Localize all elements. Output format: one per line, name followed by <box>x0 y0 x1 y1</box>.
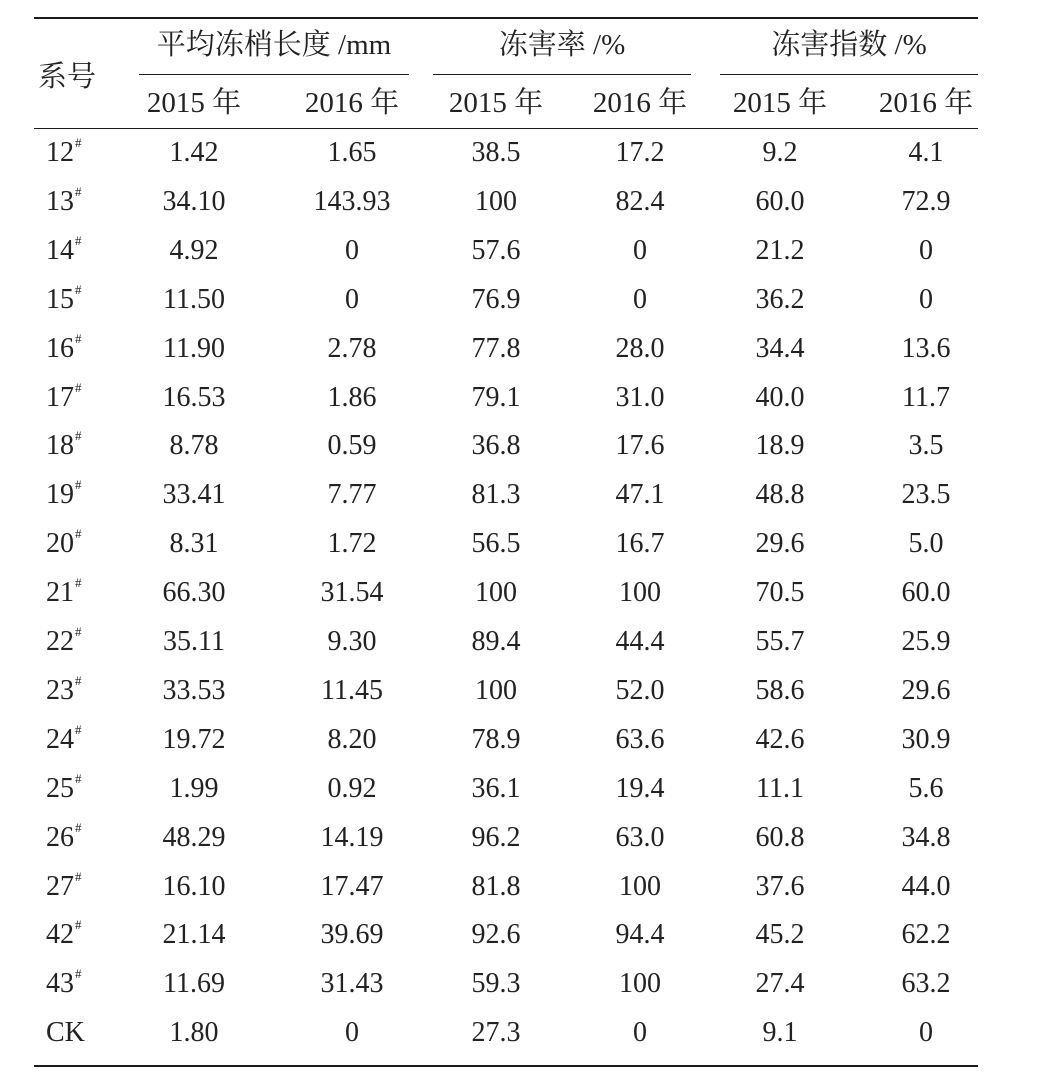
table-cell: 0 <box>633 235 647 266</box>
table-cell: 48.8 <box>755 479 805 510</box>
table-cell: 28.0 <box>615 333 665 364</box>
table-cell: 96.2 <box>471 822 521 853</box>
row-id <box>46 524 126 564</box>
row-id <box>46 280 126 320</box>
row-id-text: 25 <box>46 773 74 804</box>
group-header-length: 平均冻梢长度 /mm <box>156 29 392 61</box>
row-id <box>46 769 126 809</box>
row-id-mark: # <box>75 820 82 835</box>
table-cell: 44.4 <box>615 626 665 657</box>
table-cell: 0 <box>919 235 933 266</box>
table-cell: 0.92 <box>327 773 377 804</box>
table-cell: 13.6 <box>901 333 951 364</box>
table-cell: 21.14 <box>162 919 226 950</box>
table-cell: 11.69 <box>163 968 225 999</box>
row-id <box>46 329 126 369</box>
table-cell: 29.6 <box>755 528 805 559</box>
table-cell: 143.93 <box>313 186 391 217</box>
table-cell: 100 <box>619 968 661 999</box>
row-id-mark: # <box>75 575 82 590</box>
table-cell: 35.11 <box>163 626 225 657</box>
row-id-mark: # <box>75 771 82 786</box>
table-cell: 100 <box>619 577 661 608</box>
row-id-text: 14 <box>46 235 74 266</box>
row-header: 系号 <box>38 61 97 93</box>
table-cell: 89.4 <box>471 626 521 657</box>
table-cell: 29.6 <box>901 675 951 706</box>
row-id <box>46 1013 126 1053</box>
row-id <box>46 915 126 955</box>
table-cell: 17.6 <box>615 430 665 461</box>
table-cell: 17.2 <box>615 137 665 168</box>
table-cell: 81.3 <box>471 479 521 510</box>
row-id-mark: # <box>75 135 82 150</box>
table-cell: 0 <box>633 1017 647 1048</box>
table-cell: 82.4 <box>615 186 665 217</box>
table-cell: 78.9 <box>471 724 521 755</box>
table-cell: 55.7 <box>755 626 805 657</box>
table-cell: 77.8 <box>471 333 521 364</box>
table-cell: 21.2 <box>755 235 805 266</box>
table-cell: 34.8 <box>901 822 951 853</box>
row-id-text: 42 <box>46 919 74 950</box>
row-id <box>46 622 126 662</box>
table-cell: 58.6 <box>755 675 805 706</box>
table-cell: 19.4 <box>615 773 665 804</box>
table-cell: 48.29 <box>162 822 226 853</box>
row-id <box>46 231 126 271</box>
table-cell: 7.77 <box>327 479 377 510</box>
table-cell: 14.19 <box>320 822 384 853</box>
row-id-text: 43 <box>46 968 74 999</box>
table-cell: 1.42 <box>169 137 219 168</box>
table-cell: 0 <box>919 1017 933 1048</box>
table-cell: 11.50 <box>163 284 225 315</box>
table-cell: 3.5 <box>908 430 944 461</box>
table-cell: 94.4 <box>615 919 665 950</box>
row-id-mark: # <box>75 673 82 688</box>
table-cell: 11.45 <box>321 675 383 706</box>
table-cell: 36.8 <box>471 430 521 461</box>
table-cell: 100 <box>619 871 661 902</box>
year-header: 2015 年 <box>146 87 242 119</box>
year-header: 2016 年 <box>304 87 400 119</box>
row-id-mark: # <box>75 428 82 443</box>
table-cell: 57.6 <box>471 235 521 266</box>
table-cell: 70.5 <box>755 577 805 608</box>
table-cell: 5.0 <box>908 528 944 559</box>
table-cell: 9.30 <box>327 626 377 657</box>
row-id-text: 16 <box>46 333 74 364</box>
table-cell: 34.10 <box>162 186 226 217</box>
table-cell: 17.47 <box>320 871 384 902</box>
row-id-text: 21 <box>46 577 74 608</box>
table-cell: 81.8 <box>471 871 521 902</box>
row-id <box>46 867 126 907</box>
table-cell: 31.43 <box>320 968 384 999</box>
table-cell: 60.0 <box>901 577 951 608</box>
table-cell: 62.2 <box>901 919 951 950</box>
table-cell: 39.69 <box>320 919 384 950</box>
table-cell: 1.86 <box>327 382 377 413</box>
table-cell: 45.2 <box>755 919 805 950</box>
table-cell: 1.99 <box>169 773 219 804</box>
row-id-mark: # <box>75 477 82 492</box>
table-cell: 100 <box>475 186 517 217</box>
year-header: 2016 年 <box>878 87 974 119</box>
table-cell: 36.1 <box>471 773 521 804</box>
table-cell: 8.78 <box>169 430 219 461</box>
table-cell: 0 <box>345 1017 359 1048</box>
table-cell: 2.78 <box>327 333 377 364</box>
table-cell: 4.92 <box>169 235 219 266</box>
row-id-mark: # <box>75 722 82 737</box>
row-id-text: 22 <box>46 626 74 657</box>
table-cell: 1.72 <box>327 528 377 559</box>
table-cell: 9.1 <box>762 1017 798 1048</box>
row-id-text: 26 <box>46 822 74 853</box>
table-cell: 36.2 <box>755 284 805 315</box>
table-cell: 52.0 <box>615 675 665 706</box>
table-cell: 0 <box>633 284 647 315</box>
table-cell: 0 <box>919 284 933 315</box>
table-cell: 9.2 <box>762 137 798 168</box>
table-cell: 18.9 <box>755 430 805 461</box>
group-rule-length <box>139 74 409 75</box>
table-cell: 100 <box>475 675 517 706</box>
table-cell: 34.4 <box>755 333 805 364</box>
row-id-mark: # <box>75 917 82 932</box>
row-id-text: 23 <box>46 675 74 706</box>
row-id-text: 27 <box>46 871 74 902</box>
table-cell: 16.7 <box>615 528 665 559</box>
row-id-mark: # <box>75 526 82 541</box>
table-cell: 72.9 <box>901 186 951 217</box>
group-header-index: 冻害指数 /% <box>771 29 927 61</box>
row-id-text: 20 <box>46 528 74 559</box>
group-rule-index <box>720 74 978 75</box>
table-cell: 25.9 <box>901 626 951 657</box>
row-id-mark: # <box>75 282 82 297</box>
table-cell: 11.1 <box>756 773 804 804</box>
row-id <box>46 426 126 466</box>
table-cell: 1.80 <box>169 1017 219 1048</box>
table-cell: 63.2 <box>901 968 951 999</box>
row-id <box>46 133 126 173</box>
year-header: 2015 年 <box>448 87 544 119</box>
table-cell: 1.65 <box>327 137 377 168</box>
row-id-mark: # <box>75 869 82 884</box>
group-header-rate: 冻害率 /% <box>498 29 626 61</box>
row-id <box>46 671 126 711</box>
row-id-text: 12 <box>46 137 74 168</box>
table-cell: 27.4 <box>755 968 805 999</box>
table-cell: 11.7 <box>902 382 950 413</box>
row-id-text: 15 <box>46 284 74 315</box>
table-cell: 16.53 <box>162 382 226 413</box>
table-cell: 76.9 <box>471 284 521 315</box>
table-cell: 92.6 <box>471 919 521 950</box>
table-cell: 4.1 <box>908 137 944 168</box>
table-cell: 8.31 <box>169 528 219 559</box>
table-cell: 47.1 <box>615 479 665 510</box>
table-cell: 63.6 <box>615 724 665 755</box>
table-cell: 33.53 <box>162 675 226 706</box>
table-cell: 27.3 <box>471 1017 521 1048</box>
table-cell: 11.90 <box>163 333 225 364</box>
row-id-mark: # <box>75 331 82 346</box>
table-cell: 60.0 <box>755 186 805 217</box>
row-id-text: 18 <box>46 430 74 461</box>
table-cell: 40.0 <box>755 382 805 413</box>
row-id <box>46 182 126 222</box>
row-id-text: 17 <box>46 382 74 413</box>
row-id-mark: # <box>75 624 82 639</box>
table-cell: 19.72 <box>162 724 226 755</box>
table-cell: 37.6 <box>755 871 805 902</box>
row-id <box>46 475 126 515</box>
table-cell: 100 <box>475 577 517 608</box>
table-cell: 0.59 <box>327 430 377 461</box>
table-cell: 23.5 <box>901 479 951 510</box>
row-id <box>46 964 126 1004</box>
bottom-rule <box>34 1065 978 1067</box>
row-id <box>46 818 126 858</box>
table-cell: 5.6 <box>908 773 944 804</box>
header-rule <box>34 128 978 129</box>
table-cell: 59.3 <box>471 968 521 999</box>
group-rule-rate <box>433 74 691 75</box>
table-cell: 42.6 <box>755 724 805 755</box>
table-cell: 16.10 <box>162 871 226 902</box>
row-id-mark: # <box>75 966 82 981</box>
table-cell: 31.54 <box>320 577 384 608</box>
row-id-text: 13 <box>46 186 74 217</box>
table-cell: 79.1 <box>471 382 521 413</box>
top-rule <box>34 17 978 19</box>
table-cell: 0 <box>345 284 359 315</box>
row-id-mark: # <box>75 184 82 199</box>
row-id <box>46 573 126 613</box>
row-id-text: CK <box>46 1017 85 1048</box>
table-cell: 63.0 <box>615 822 665 853</box>
year-header: 2015 年 <box>732 87 828 119</box>
row-id-mark: # <box>75 233 82 248</box>
table-cell: 44.0 <box>901 871 951 902</box>
row-id-mark: # <box>75 380 82 395</box>
table-cell: 0 <box>345 235 359 266</box>
year-header: 2016 年 <box>592 87 688 119</box>
table-cell: 66.30 <box>162 577 226 608</box>
table-cell: 30.9 <box>901 724 951 755</box>
table-cell: 38.5 <box>471 137 521 168</box>
table-cell: 31.0 <box>615 382 665 413</box>
table-cell: 33.41 <box>162 479 226 510</box>
table-cell: 8.20 <box>327 724 377 755</box>
row-id-text: 24 <box>46 724 74 755</box>
row-id <box>46 720 126 760</box>
table-cell: 56.5 <box>471 528 521 559</box>
row-id-text: 19 <box>46 479 74 510</box>
row-id <box>46 378 126 418</box>
table-cell: 60.8 <box>755 822 805 853</box>
